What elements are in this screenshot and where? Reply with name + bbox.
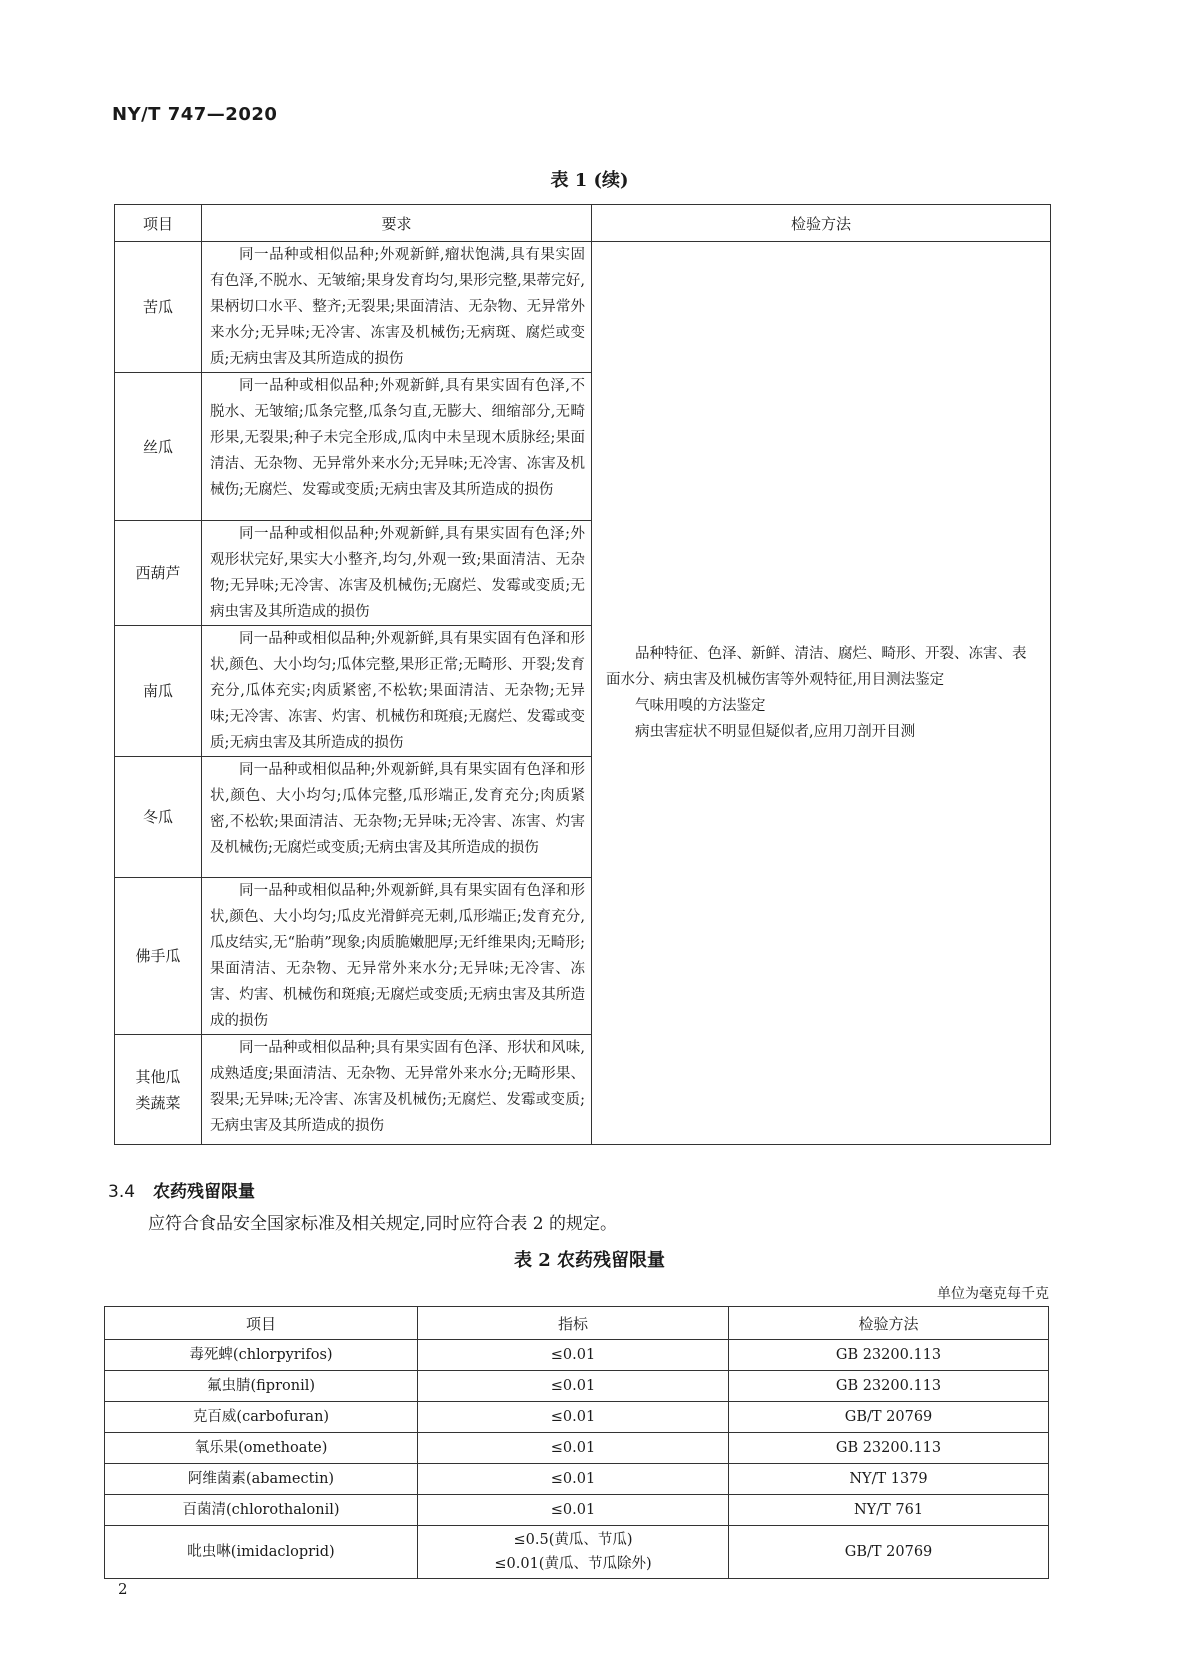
pesticide-name: 氟虫腈(fipronil): [105, 1371, 418, 1402]
table1-header-requirement: 要求: [202, 205, 592, 242]
row-name: 冬瓜: [115, 757, 202, 878]
row-requirement: 同一品种或相似品种;外观新鲜,具有果实固有色泽,不脱水、无皱缩;瓜条完整,瓜条匀直,无膨大、细缩部分,无畸形果,无裂果;种子未完全形成,瓜肉中未呈现木质脉经;果面清洁、无杂物、无异常外来水分;无异味;无冷害、冻害及机械伤;无腐烂、发霉或变质;无病虫害及其所造成的损伤: [202, 373, 592, 521]
table2: [104, 1306, 1049, 1579]
limit-value: [418, 1526, 729, 1579]
limit-value: ≤0.01: [418, 1464, 729, 1495]
table-row: [105, 1340, 1049, 1371]
pesticide-name: 氧乐果(omethoate): [105, 1433, 418, 1464]
row-name: 其他瓜类蔬菜: [115, 1035, 202, 1145]
section-number: 3.4: [108, 1182, 136, 1202]
limit-value-line-1: ≤0.5(黄瓜、节瓜): [513, 1532, 633, 1548]
row-name: 苦瓜: [115, 242, 202, 373]
section-heading: [108, 1177, 255, 1202]
limit-value: ≤0.01: [418, 1495, 729, 1526]
limit-value: ≤0.01: [418, 1340, 729, 1371]
method-paragraph-1: 品种特征、色泽、新鲜、清洁、腐烂、畸形、开裂、冻害、表面水分、病虫害及机械伤害等外观特征,用目测法鉴定: [606, 646, 1027, 688]
table-row: [105, 1495, 1049, 1526]
row-name: 丝瓜: [115, 373, 202, 521]
pesticide-name: 百菌清(chlorothalonil): [105, 1495, 418, 1526]
pesticide-name: 克百威(carbofuran): [105, 1402, 418, 1433]
table2-header-row: [105, 1307, 1049, 1340]
table1-header-row: [115, 205, 1051, 242]
inspection-method-cell: [592, 242, 1051, 1145]
table2-header-item: 项目: [105, 1307, 418, 1340]
limit-value: ≤0.01: [418, 1371, 729, 1402]
method-paragraph-2: 气味用嗅的方法鉴定: [635, 698, 766, 714]
limit-value: ≤0.01: [418, 1433, 729, 1464]
table1-header-method: 检验方法: [592, 205, 1051, 242]
table-row: [105, 1526, 1049, 1579]
test-method: GB 23200.113: [729, 1433, 1049, 1464]
test-method: NY/T 1379: [729, 1464, 1049, 1495]
table-row: [115, 242, 1051, 373]
limit-value: ≤0.01: [418, 1402, 729, 1433]
limit-value-line-2: ≤0.01(黄瓜、节瓜除外): [494, 1556, 652, 1572]
table-row: [105, 1371, 1049, 1402]
table2-caption: 表 2 农药残留限量: [513, 1250, 666, 1271]
test-method: GB 23200.113: [729, 1340, 1049, 1371]
unit-note: 单位为毫克每千克: [937, 1286, 1049, 1302]
pesticide-name: 阿维菌素(abamectin): [105, 1464, 418, 1495]
method-paragraph-3: 病虫害症状不明显但疑似者,应用刀剖开目测: [635, 724, 916, 740]
row-requirement: 同一品种或相似品种;外观新鲜,具有果实固有色泽;外观形状完好,果实大小整齐,均匀,外观一致;果面清洁、无杂物;无异味;无冷害、冻害及机械伤;无腐烂、发霉或变质;无病虫害及其所造成的损伤: [202, 521, 592, 626]
table1: [114, 204, 1051, 1145]
table2-header-method: 检验方法: [729, 1307, 1049, 1340]
table-row: [105, 1433, 1049, 1464]
page-number: 2: [118, 1580, 128, 1598]
row-requirement: 同一品种或相似品种;外观新鲜,瘤状饱满,具有果实固有色泽,不脱水、无皱缩;果身发育均匀,果形完整,果蒂完好,果柄切口水平、整齐;无裂果;果面清洁、无杂物、无异常外来水分;无异味;无冷害、冻害及机械伤;无病斑、腐烂或变质;无病虫害及其所造成的损伤: [202, 242, 592, 373]
test-method: GB/T 20769: [729, 1526, 1049, 1579]
table2-header-limit: 指标: [418, 1307, 729, 1340]
row-requirement: 同一品种或相似品种;具有果实固有色泽、形状和风味,成熟适度;果面清洁、无杂物、无异常外来水分;无畸形果、裂果;无异味;无冷害、冻害及机械伤;无腐烂、发霉或变质;无病虫害及其所造成的损伤: [202, 1035, 592, 1145]
row-requirement: 同一品种或相似品种;外观新鲜,具有果实固有色泽和形状,颜色、大小均匀;瓜体完整,瓜形端正,发育充分;肉质紧密,不松软;果面清洁、无杂物;无异味;无冷害、冻害、灼害及机械伤;无腐烂或变质;无病虫害及其所造成的损伤: [202, 757, 592, 878]
test-method: NY/T 761: [729, 1495, 1049, 1526]
standard-number: NY/T 747—2020: [112, 104, 278, 125]
row-name: 西葫芦: [115, 521, 202, 626]
test-method: GB/T 20769: [729, 1402, 1049, 1433]
section-title: 农药残留限量: [153, 1182, 256, 1202]
row-requirement: 同一品种或相似品种;外观新鲜,具有果实固有色泽和形状,颜色、大小均匀;瓜皮光滑鲜亮无刺,瓜形端正;发育充分,瓜皮结实,无“胎萌”现象;肉质脆嫩肥厚;无纤维果肉;无畸形;果面清洁、无杂物、无异常外来水分;无异味;无冷害、冻害、灼害、机械伤和斑痕;无腐烂或变质;无病虫害及其所造成的损伤: [202, 878, 592, 1035]
pesticide-name: 毒死蜱(chlorpyrifos): [105, 1340, 418, 1371]
table1-caption: 表 1 (续): [550, 170, 629, 191]
table-row: [105, 1402, 1049, 1433]
table1-header-item: 项目: [115, 205, 202, 242]
row-name: 佛手瓜: [115, 878, 202, 1035]
row-name: 南瓜: [115, 626, 202, 757]
pesticide-name: 吡虫啉(imidacloprid): [105, 1526, 418, 1579]
test-method: GB 23200.113: [729, 1371, 1049, 1402]
table-row: [105, 1464, 1049, 1495]
row-requirement: 同一品种或相似品种;外观新鲜,具有果实固有色泽和形状,颜色、大小均匀;瓜体完整,果形正常;无畸形、开裂;发育充分,瓜体充实;肉质紧密,不松软;果面清洁、无杂物;无异味;无冷害、冻害、灼害、机械伤和斑痕;无腐烂、发霉或变质;无病虫害及其所造成的损伤: [202, 626, 592, 757]
section-body: 应符合食品安全国家标准及相关规定,同时应符合表 2 的规定。: [148, 1214, 618, 1234]
